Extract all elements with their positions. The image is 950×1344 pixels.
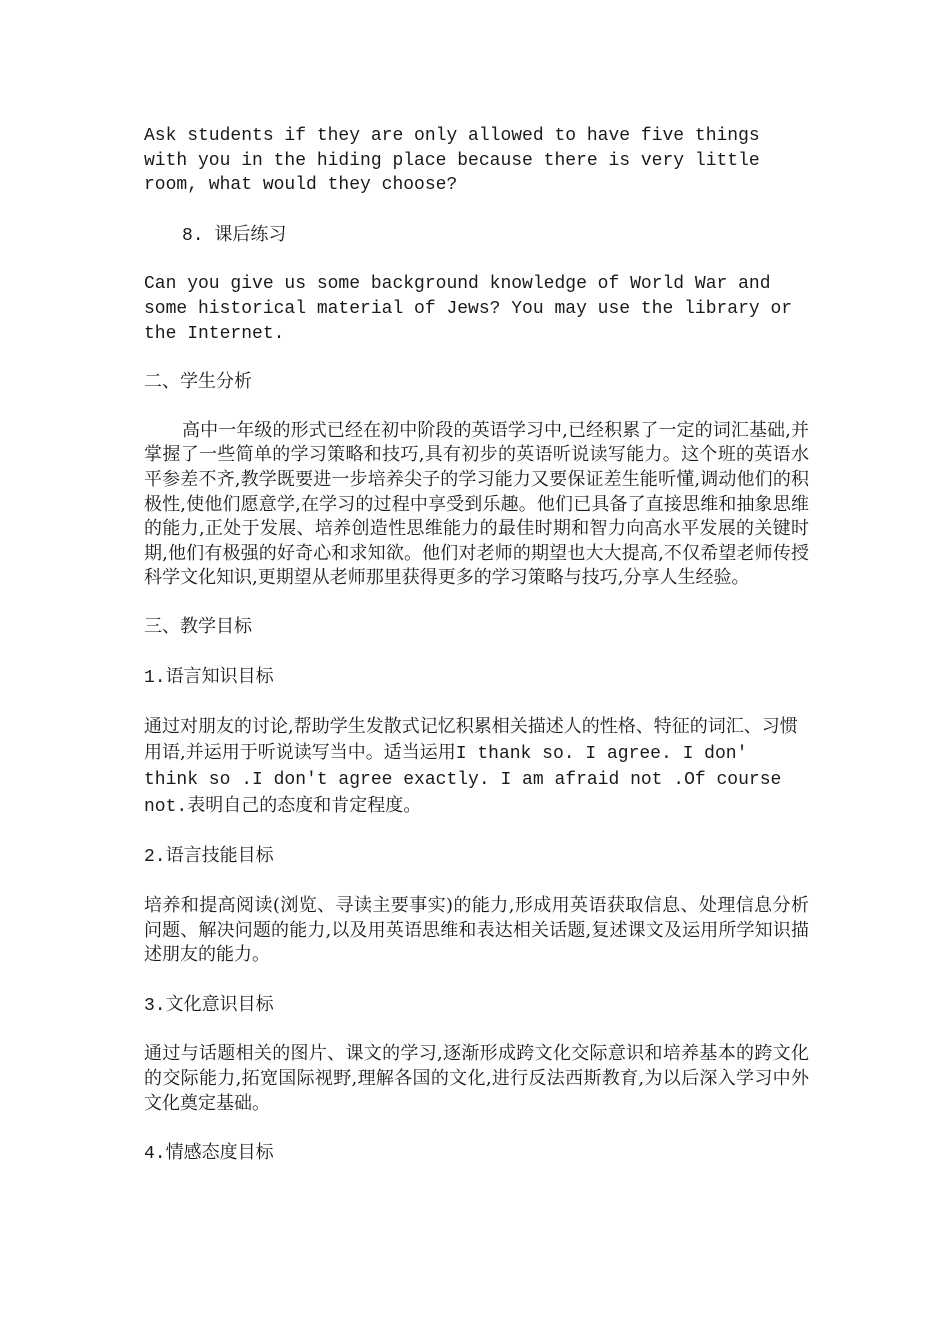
- goal1-body-cn: 通过对朋友的讨论,帮助学生发散式记忆积累相关描述人的性格、特征的词汇、习惯用语,并运用于听说读写当中。适当运用: [144, 716, 798, 763]
- section-student-analysis-title: 二、学生分析: [144, 371, 252, 393]
- goal1-number: 1.: [144, 667, 166, 688]
- homework-heading: [144, 222, 809, 249]
- goal3-title: 文化意识目标: [165, 993, 274, 1015]
- goal4-heading: [144, 1140, 809, 1167]
- goal3-paragraph: 通过与话题相关的图片、课文的学习,逐渐形成跨文化交际意识和培养基本的跨文化的交际能力,拓宽国际视野,理解各国的文化,进行反法西斯教育,为以后深入学习中外文化奠定基础。: [144, 1043, 809, 1114]
- section-teaching-goals-title: 三、教学目标: [144, 615, 252, 637]
- goal3-heading: [144, 992, 809, 1019]
- goal1-body-tail: 表明自己的态度和肯定程度。: [187, 794, 422, 816]
- student-analysis-paragraph: 高中一年级的形式已经在初中阶段的英语学习中,已经积累了一定的词汇基础,并掌握了一些简单的学习策略和技巧,具有初步的英语听说读写能力。这个班的英语水平参差不齐,教学既要进一步培养尖子的学习能力又要保证差生能听懂,调动他们的积极性,使他们愿意学,在学习的过程中享受到乐趣。他们已具备了直接思维和抽象思维的能力,正处于发展、培养创造性思维能力的最佳时期和智力向高水平发展的关键时期,他们有极强的好奇心和求知欲。他们对老师的期望也大大提高,不仅希望老师传授科学文化知识,更期望从老师那里获得更多的学习策略与技巧,分享人生经验。: [144, 419, 809, 589]
- goal2-number: 2.: [144, 847, 166, 868]
- background-knowledge-paragraph: Can you give us some background knowledge of World War and some historical material of Jews? You may use the library or the Internet.: [144, 274, 793, 344]
- goal2-title: 语言技能目标: [165, 845, 274, 867]
- goal1-paragraph: [144, 714, 809, 819]
- goal1-body-en: I thank so. I agree. I don' think so .I don't agree exactly. I am afraid not .Of course not.: [144, 743, 782, 817]
- goal3-number: 3.: [144, 995, 166, 1016]
- ask-students-paragraph: Ask students if they are only allowed to have five things with you in the hiding place because there is very little room, what would they choose?: [144, 126, 760, 196]
- goal4-number: 4.: [144, 1144, 166, 1165]
- goal4-title: 情感态度目标: [165, 1142, 274, 1164]
- goal1-title: 语言知识目标: [165, 665, 274, 687]
- goal2-paragraph: 培养和提高阅读(浏览、寻读主要事实)的能力,形成用英语获取信息、处理信息分析问题、解决问题的能力,以及用英语思维和表达相关话题,复述课文及运用所学知识描述朋友的能力。: [144, 895, 809, 966]
- goal2-heading: [144, 843, 809, 870]
- document-page: [144, 124, 809, 1167]
- homework-number: 8.: [182, 225, 215, 246]
- homework-title: 课后练习: [214, 223, 287, 245]
- goal1-heading: [144, 664, 809, 691]
